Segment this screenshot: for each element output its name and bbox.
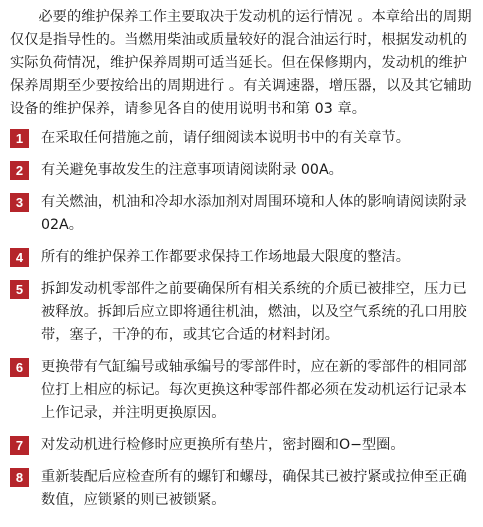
item-number-badge: 4: [10, 248, 29, 267]
item-text: 重新装配后应检查所有的螺钉和螺母，确保其已被拧紧或拉伸至正确数值，应锁紧的则已被锁紧。: [41, 469, 467, 508]
list-item: [10, 246, 475, 269]
item-number-badge: 3: [10, 193, 29, 212]
intro-paragraph: 必要的维护保养工作主要取决于发动机的运行情况 。本章给出的周期仅仅是指导性的。当燃用柴油或质量较好的混合油运行时，根据发动机的实际负荷情况，维护保养周期可适当延长。但在保修期内，发动机的维护保养周期至少要按给出的周期进行 。有关调速器，增压器，以及其它辅助设备的维护保养，请参见各自的使用说明书和第 03 章。: [10, 9, 472, 117]
item-text: 在采取任何措施之前，请仔细阅读本说明书中的有关章节。: [41, 130, 410, 146]
list-item: [10, 278, 475, 347]
list-item: [10, 434, 475, 457]
item-number-badge: 6: [10, 358, 29, 377]
item-text: 对发动机进行检修时应更换所有垫片，密封圈和O−型圈。: [41, 437, 405, 453]
list-item: [10, 191, 475, 237]
list-item: [10, 127, 475, 150]
item-text: 有关避免事故发生的注意事项请阅读附录 00A。: [41, 162, 343, 178]
item-text: 有关燃油，机油和冷却水添加剂对周围环境和人体的影响请阅读附录 02A。: [41, 194, 467, 233]
item-number-badge: 7: [10, 436, 29, 455]
item-number-badge: 8: [10, 468, 29, 487]
list-item: [10, 466, 475, 512]
list-item: [10, 159, 475, 182]
item-number-badge: 2: [10, 161, 29, 180]
item-text: 更换带有气缸编号或轴承编号的零部件时，应在新的零部件的相同部位打上相应的标记。每次更换这种零部件都必须在发动机运行记录本上作记录，并注明更换原因。: [41, 359, 467, 421]
item-text: 所有的维护保养工作都要求保持工作场地最大限度的整洁。: [41, 249, 410, 265]
item-text: 拆卸发动机零部件之前要确保所有相关系统的介质已被排空，压力已被释放。拆卸后应立即将通往机油，燃油，以及空气系统的孔口用胶带，塞子，干净的布，或其它合适的材料封闭。: [41, 281, 467, 343]
item-number-badge: 5: [10, 280, 29, 299]
item-number-badge: 1: [10, 129, 29, 148]
list-item: [10, 356, 475, 425]
maintenance-rules-list: [10, 127, 475, 512]
